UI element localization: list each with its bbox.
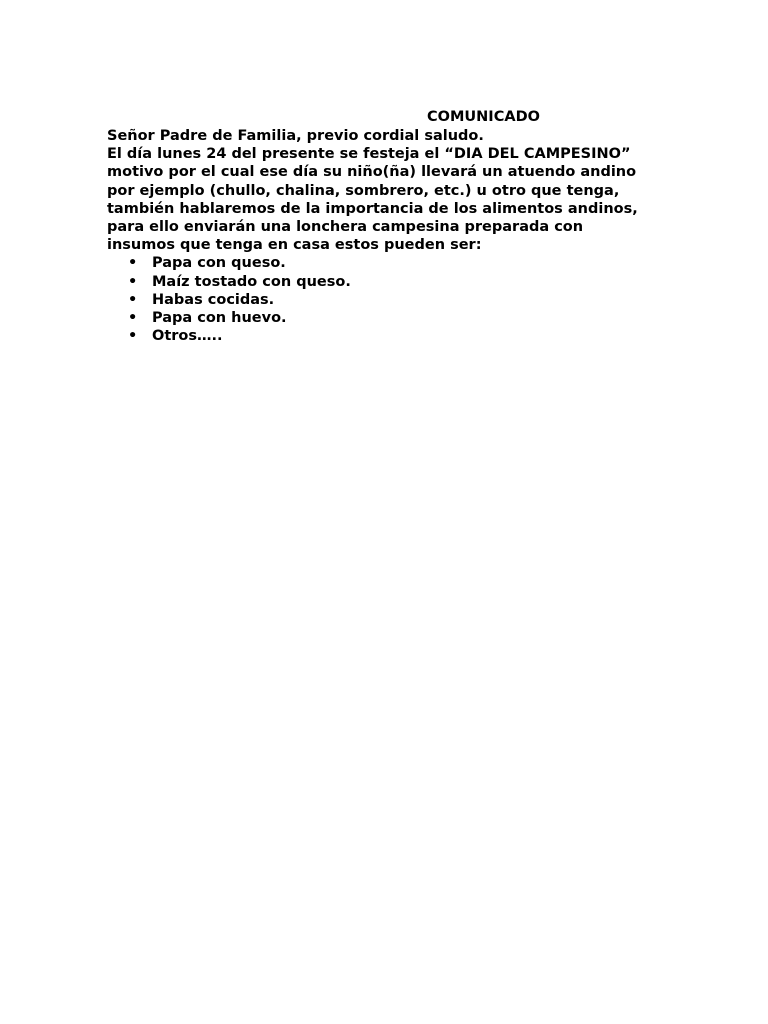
list-item: [107, 327, 687, 345]
document-body: [107, 127, 687, 345]
paragraph-line: motivo por el cual ese día su niño(ña) llevará un atuendo andino: [107, 164, 637, 181]
bullet-icon: •: [128, 273, 138, 290]
list-item-text: Papa con queso.: [152, 255, 286, 272]
list-item: [107, 291, 687, 309]
document-title: COMUNICADO: [427, 109, 540, 125]
list-item-text: Papa con huevo.: [152, 310, 287, 327]
list-item: [107, 273, 687, 291]
bullet-icon: •: [128, 255, 138, 272]
list-item-text: Otros…..: [152, 328, 223, 345]
paragraph-line: también hablaremos de la importancia de los alimentos andinos,: [107, 200, 638, 217]
greeting-line: Señor Padre de Familia, previo cordial saludo.: [107, 128, 484, 144]
food-list: [107, 254, 687, 345]
list-item-text: Habas cocidas.: [152, 291, 275, 308]
list-item: [107, 254, 687, 272]
paragraph-line: para ello enviarán una lonchera campesina preparada con: [107, 219, 584, 236]
bullet-icon: •: [128, 291, 138, 308]
bullet-icon: •: [128, 310, 138, 327]
bullet-icon: •: [128, 328, 138, 345]
list-item: [107, 309, 687, 327]
paragraph-line: por ejemplo (chullo, chalina, sombrero, etc.) u otro que tenga,: [107, 182, 620, 199]
list-item-text: Maíz tostado con queso.: [152, 273, 351, 290]
paragraph-line: insumos que tenga en casa estos pueden ser:: [107, 237, 482, 254]
paragraph-line: El día lunes 24 del presente se festeja el “DIA DEL CAMPESINO”: [107, 146, 631, 163]
